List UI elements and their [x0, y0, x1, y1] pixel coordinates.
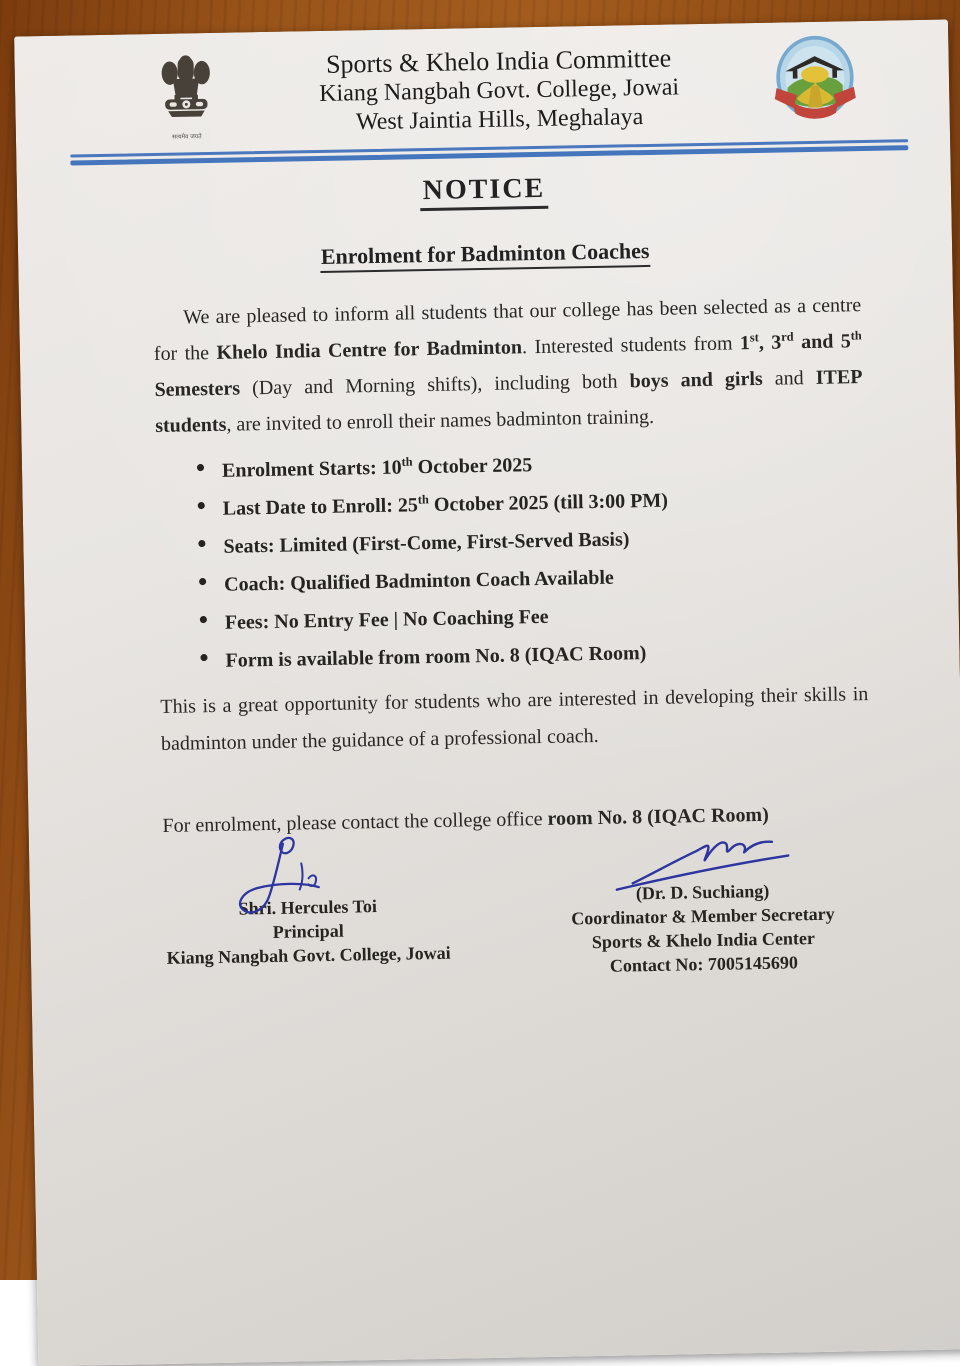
college-location: West Jaintia Hills, Meghalaya: [355, 103, 644, 135]
coordinator-name: (Dr. D. Suchiang): [635, 880, 770, 904]
principal-signature-block: [125, 834, 491, 987]
intro-paragraph: We are pleased to inform all students that our college has been selected as a centre for the Khelo India Centre for Badminton. Interested students from 1st, 3rd and 5th Semesters (Day and Morning shifts), including both boys and girls and ITEP students, are invited to enroll their names badminton training.: [153, 294, 863, 438]
list-item-last-date: • Last Date to Enroll: 25th October 2025 (till 3:00 PM): [197, 485, 897, 520]
signature-row: [125, 826, 918, 986]
notice-title: NOTICE: [419, 173, 548, 211]
coordinator-signature-block: [488, 826, 917, 980]
coordinator-org: Sports & Khelo India Center: [591, 928, 816, 953]
coordinator-contact-number: Contact No: 7005145690: [609, 952, 799, 976]
contact-line: For enrolment, please contact the college office room No. 8 (IQAC Room): [162, 803, 769, 837]
letterhead: [142, 33, 866, 147]
list-item-fees: • Fees: No Entry Fee | No Coaching Fee: [199, 599, 899, 634]
details-list: [196, 447, 900, 672]
emblem-motto-text: सत्यमेव जयते: [172, 132, 202, 141]
list-item-seats: • Seats: Limited (First-Come, First-Served Basis): [197, 523, 897, 558]
college-name: Kiang Nangbah Govt. College, Jowai: [318, 73, 680, 107]
list-item-coach: • Coach: Qualified Badminton Coach Available: [198, 561, 898, 596]
principal-institution: Kiang Nangbah Govt. College, Jowai: [166, 942, 451, 968]
india-national-emblem-icon: [142, 51, 230, 141]
college-crest-graphic: [768, 33, 862, 131]
coordinator-designation: Coordinator & Member Secretary: [571, 903, 835, 929]
organization-title: Sports & Khelo India Committee: [325, 43, 672, 79]
closing-paragraph: This is a great opportunity for students who are interested in developing their skills in badminton under the guidance of a professional coach.: [160, 683, 869, 755]
notice-paper: [14, 19, 960, 1366]
ashoka-lion-capital-graphic: [152, 51, 219, 128]
notice-subject: Enrolment for Badminton Coaches: [320, 238, 651, 273]
list-item-form-location: • Form is available from room No. 8 (IQAC Room): [199, 637, 899, 672]
college-logo-icon: [768, 33, 866, 136]
principal-name: Shri. Hercules Toi: [238, 896, 378, 919]
list-item-enrolment-start: • Enrolment Starts: 10th October 2025: [196, 447, 896, 482]
principal-signature-ink-icon: [221, 833, 353, 931]
principal-designation: Principal: [272, 920, 344, 942]
